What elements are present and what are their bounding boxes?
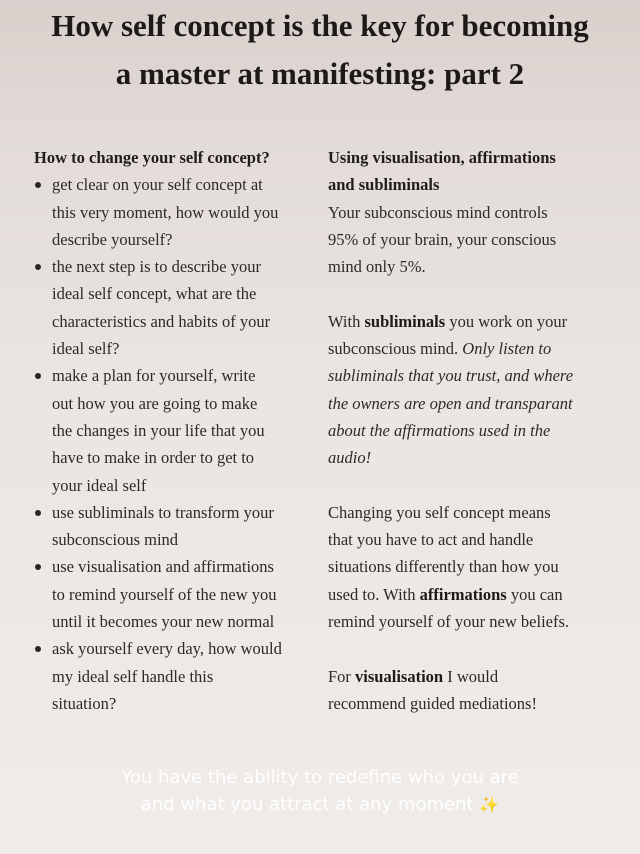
- list-item: use subliminals to transform your subconscious mind: [34, 499, 319, 554]
- title-line-2: a master at manifesting: part 2: [115, 56, 525, 91]
- sparkle-icon: ✨: [479, 795, 500, 814]
- list-item: ask yourself every day, how would my ideal self handle this situation?: [34, 635, 319, 717]
- footer-line-2: and what you attract at any moment ✨: [140, 794, 500, 815]
- bullet-icon: [35, 510, 41, 516]
- bullet-icon: [35, 646, 41, 652]
- right-column: [328, 144, 628, 717]
- list-item: get clear on your self concept at this very moment, how would you describe yourself?: [34, 171, 319, 253]
- page-title: [0, 0, 640, 98]
- list-item: make a plan for yourself, write out how you are going to make the changes in your life that you have to make in order to get to your ideal self: [34, 362, 319, 498]
- title-line-1: How self concept is the key for becoming: [51, 8, 589, 43]
- bullet-icon: [35, 373, 41, 379]
- list-item: the next step is to describe your ideal self concept, what are the characteristics and habits of your ideal self?: [34, 253, 319, 362]
- list-item: use visualisation and affirmations to remind yourself of the new you until it becomes your new normal: [34, 553, 319, 635]
- steps-list: [34, 171, 319, 717]
- paragraph-subliminals: With subliminals you work on your subconscious mind. Only listen to subliminals that you trust, and where the owners are open and transparant about the affirmations used in the audio!: [328, 311, 574, 468]
- bullet-icon: [35, 264, 41, 270]
- left-column: [34, 144, 319, 717]
- right-heading-line-1: Using visualisation, affirmations: [328, 148, 556, 167]
- footer-caption: [0, 764, 640, 818]
- left-heading: How to change your self concept?: [34, 148, 270, 167]
- footer-line-1: You have the ability to redefine who you are: [121, 767, 519, 788]
- bullet-icon: [35, 182, 41, 188]
- bullet-icon: [35, 564, 41, 570]
- paragraph-affirmations: Changing you self concept means that you have to act and handle situations differently than how you used to. With affirmations you can remind yourself of your new beliefs.: [328, 502, 570, 632]
- paragraph-subconscious: Your subconscious mind controls 95% of your brain, your conscious mind only 5%.: [328, 202, 557, 277]
- right-heading-line-2: and subliminals: [328, 175, 440, 195]
- paragraph-visualisation: For visualisation I would recommend guided mediations!: [328, 666, 537, 713]
